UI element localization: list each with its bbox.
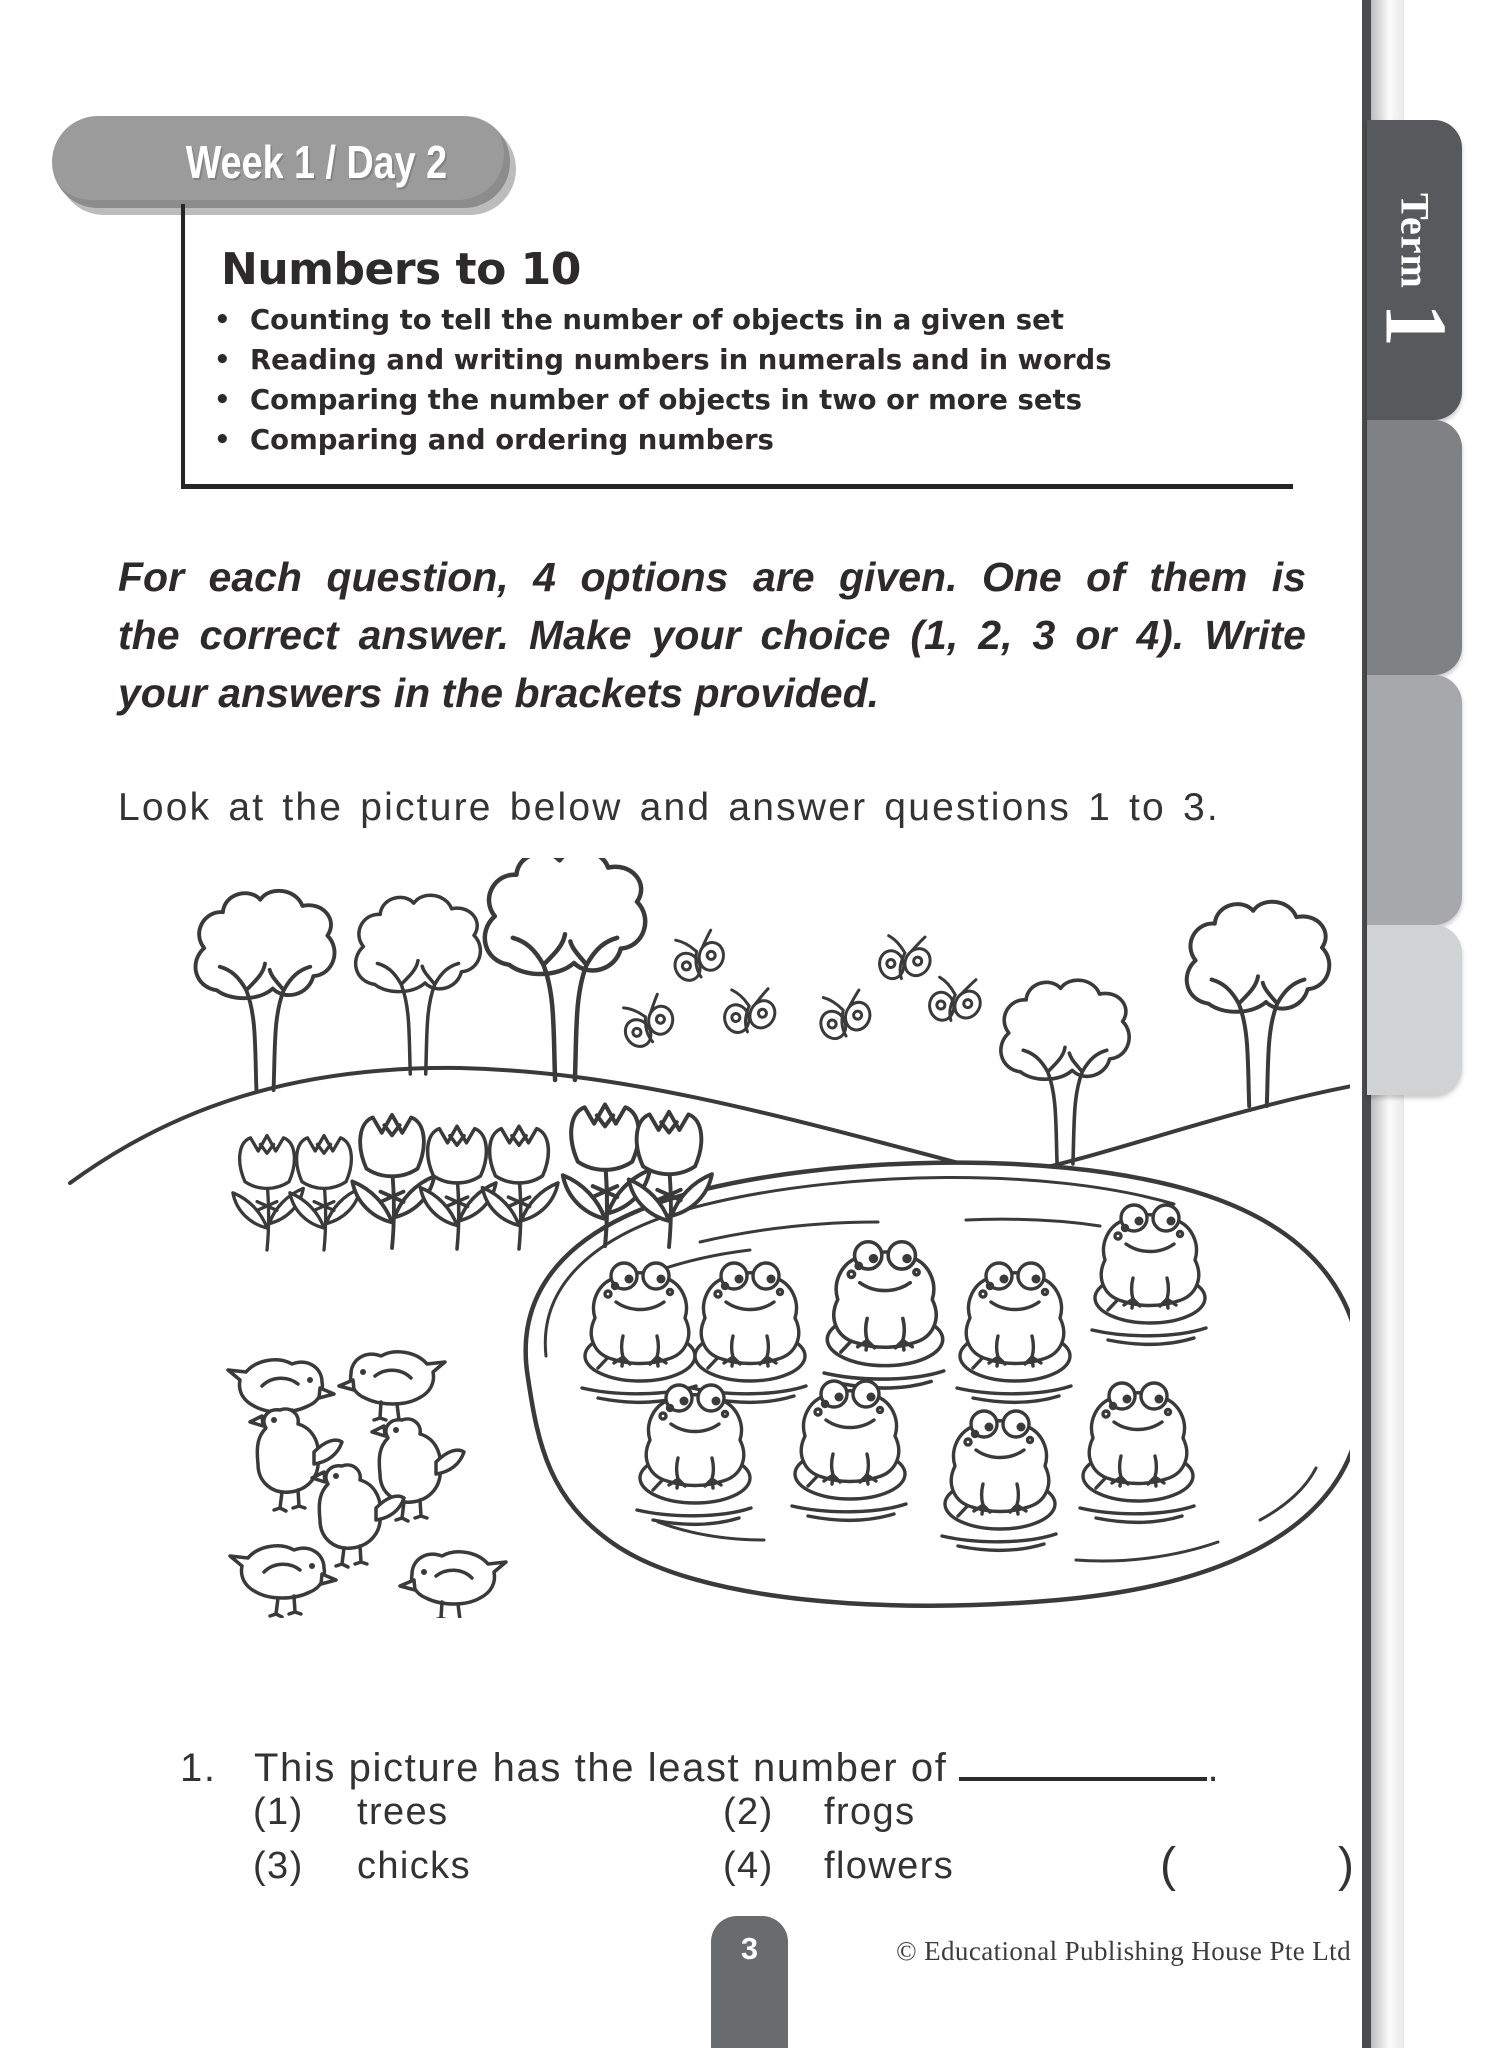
bullet-icon: • [214,425,231,455]
question-1 [180,1743,1220,1791]
objective-item [214,420,1214,460]
tree [1001,980,1129,1164]
objective-item [214,380,1214,420]
question-text: This picture has the least number of [254,1746,948,1790]
option-3-label: chicks [357,1845,471,1887]
objective-item [214,300,1214,340]
answer-bracket-open: ( [1160,1839,1176,1892]
option-3-number: (3) [253,1845,304,1887]
flower [352,1115,434,1248]
tree [485,858,645,1080]
option-2-number: (2) [723,1791,774,1833]
objective-text: Comparing the number of objects in two or more sets [250,384,1082,416]
objective-item [214,340,1214,380]
butterflie [873,929,939,989]
week-day-pill [52,116,510,208]
objectives-list [214,300,1214,460]
page-number-tab [711,1916,788,2048]
term-number: 1 [1366,302,1464,347]
topic-box-bottom-border [181,484,1293,489]
bullet-icon: • [214,385,231,415]
bullet-icon: • [214,345,231,375]
objective-text: Counting to tell the number of objects in a given set [250,304,1064,336]
term-tab [1367,120,1462,420]
directive-line: Look at the picture below and answer questions 1 to 3. [118,786,1220,829]
option-4-number: (4) [723,1845,774,1887]
option-1-number: (1) [253,1791,304,1833]
objective-text: Reading and writing numbers in numerals and in words [250,344,1112,376]
butterflie [719,984,782,1040]
tree [1187,902,1330,1106]
instruction-line: your answers in the brackets provided. [118,670,880,716]
option-2-label: frogs [824,1791,916,1833]
butterflie [667,928,731,986]
side-tab-4 [1367,925,1462,1095]
tree [195,891,334,1090]
answer-blank [959,1743,1207,1781]
option-4-label: flowers [824,1845,955,1887]
pond [526,1163,1350,1606]
option-1-label: trees [357,1791,449,1833]
chick [230,1546,336,1617]
chick [400,1552,506,1618]
chick [339,1352,445,1423]
term-label: Term [1392,193,1438,289]
instruction-line: the correct answer. Make your choice (1, 2, 3 or 4). Write [118,612,1306,658]
butterflie [922,971,989,1032]
pond-outline [526,1163,1350,1606]
scene-illustration [60,858,1350,1618]
butterflie [614,991,682,1054]
question-number: 1. [180,1746,217,1790]
instructions-paragraph [118,548,1306,722]
topic-title: Numbers to 10 [221,244,581,295]
term-tab-text [1366,193,1464,347]
topic-box-left-border [181,204,185,488]
week-day-label: Week 1 / Day 2 [185,136,447,188]
instruction-line: For each question, 4 options are given. One of them is [118,554,1306,600]
question-suffix: . [1207,1746,1221,1790]
bullet-icon: • [214,305,231,335]
answer-bracket-close: ) [1338,1839,1354,1892]
side-tab-2 [1367,420,1462,675]
tree [356,895,481,1074]
objective-text: Comparing and ordering numbers [250,424,774,456]
copyright-text: © Educational Publishing House Pte Ltd [896,1936,1351,1966]
butterflie [815,989,876,1043]
side-tab-3 [1367,675,1462,925]
page-number: 3 [740,1931,759,1966]
